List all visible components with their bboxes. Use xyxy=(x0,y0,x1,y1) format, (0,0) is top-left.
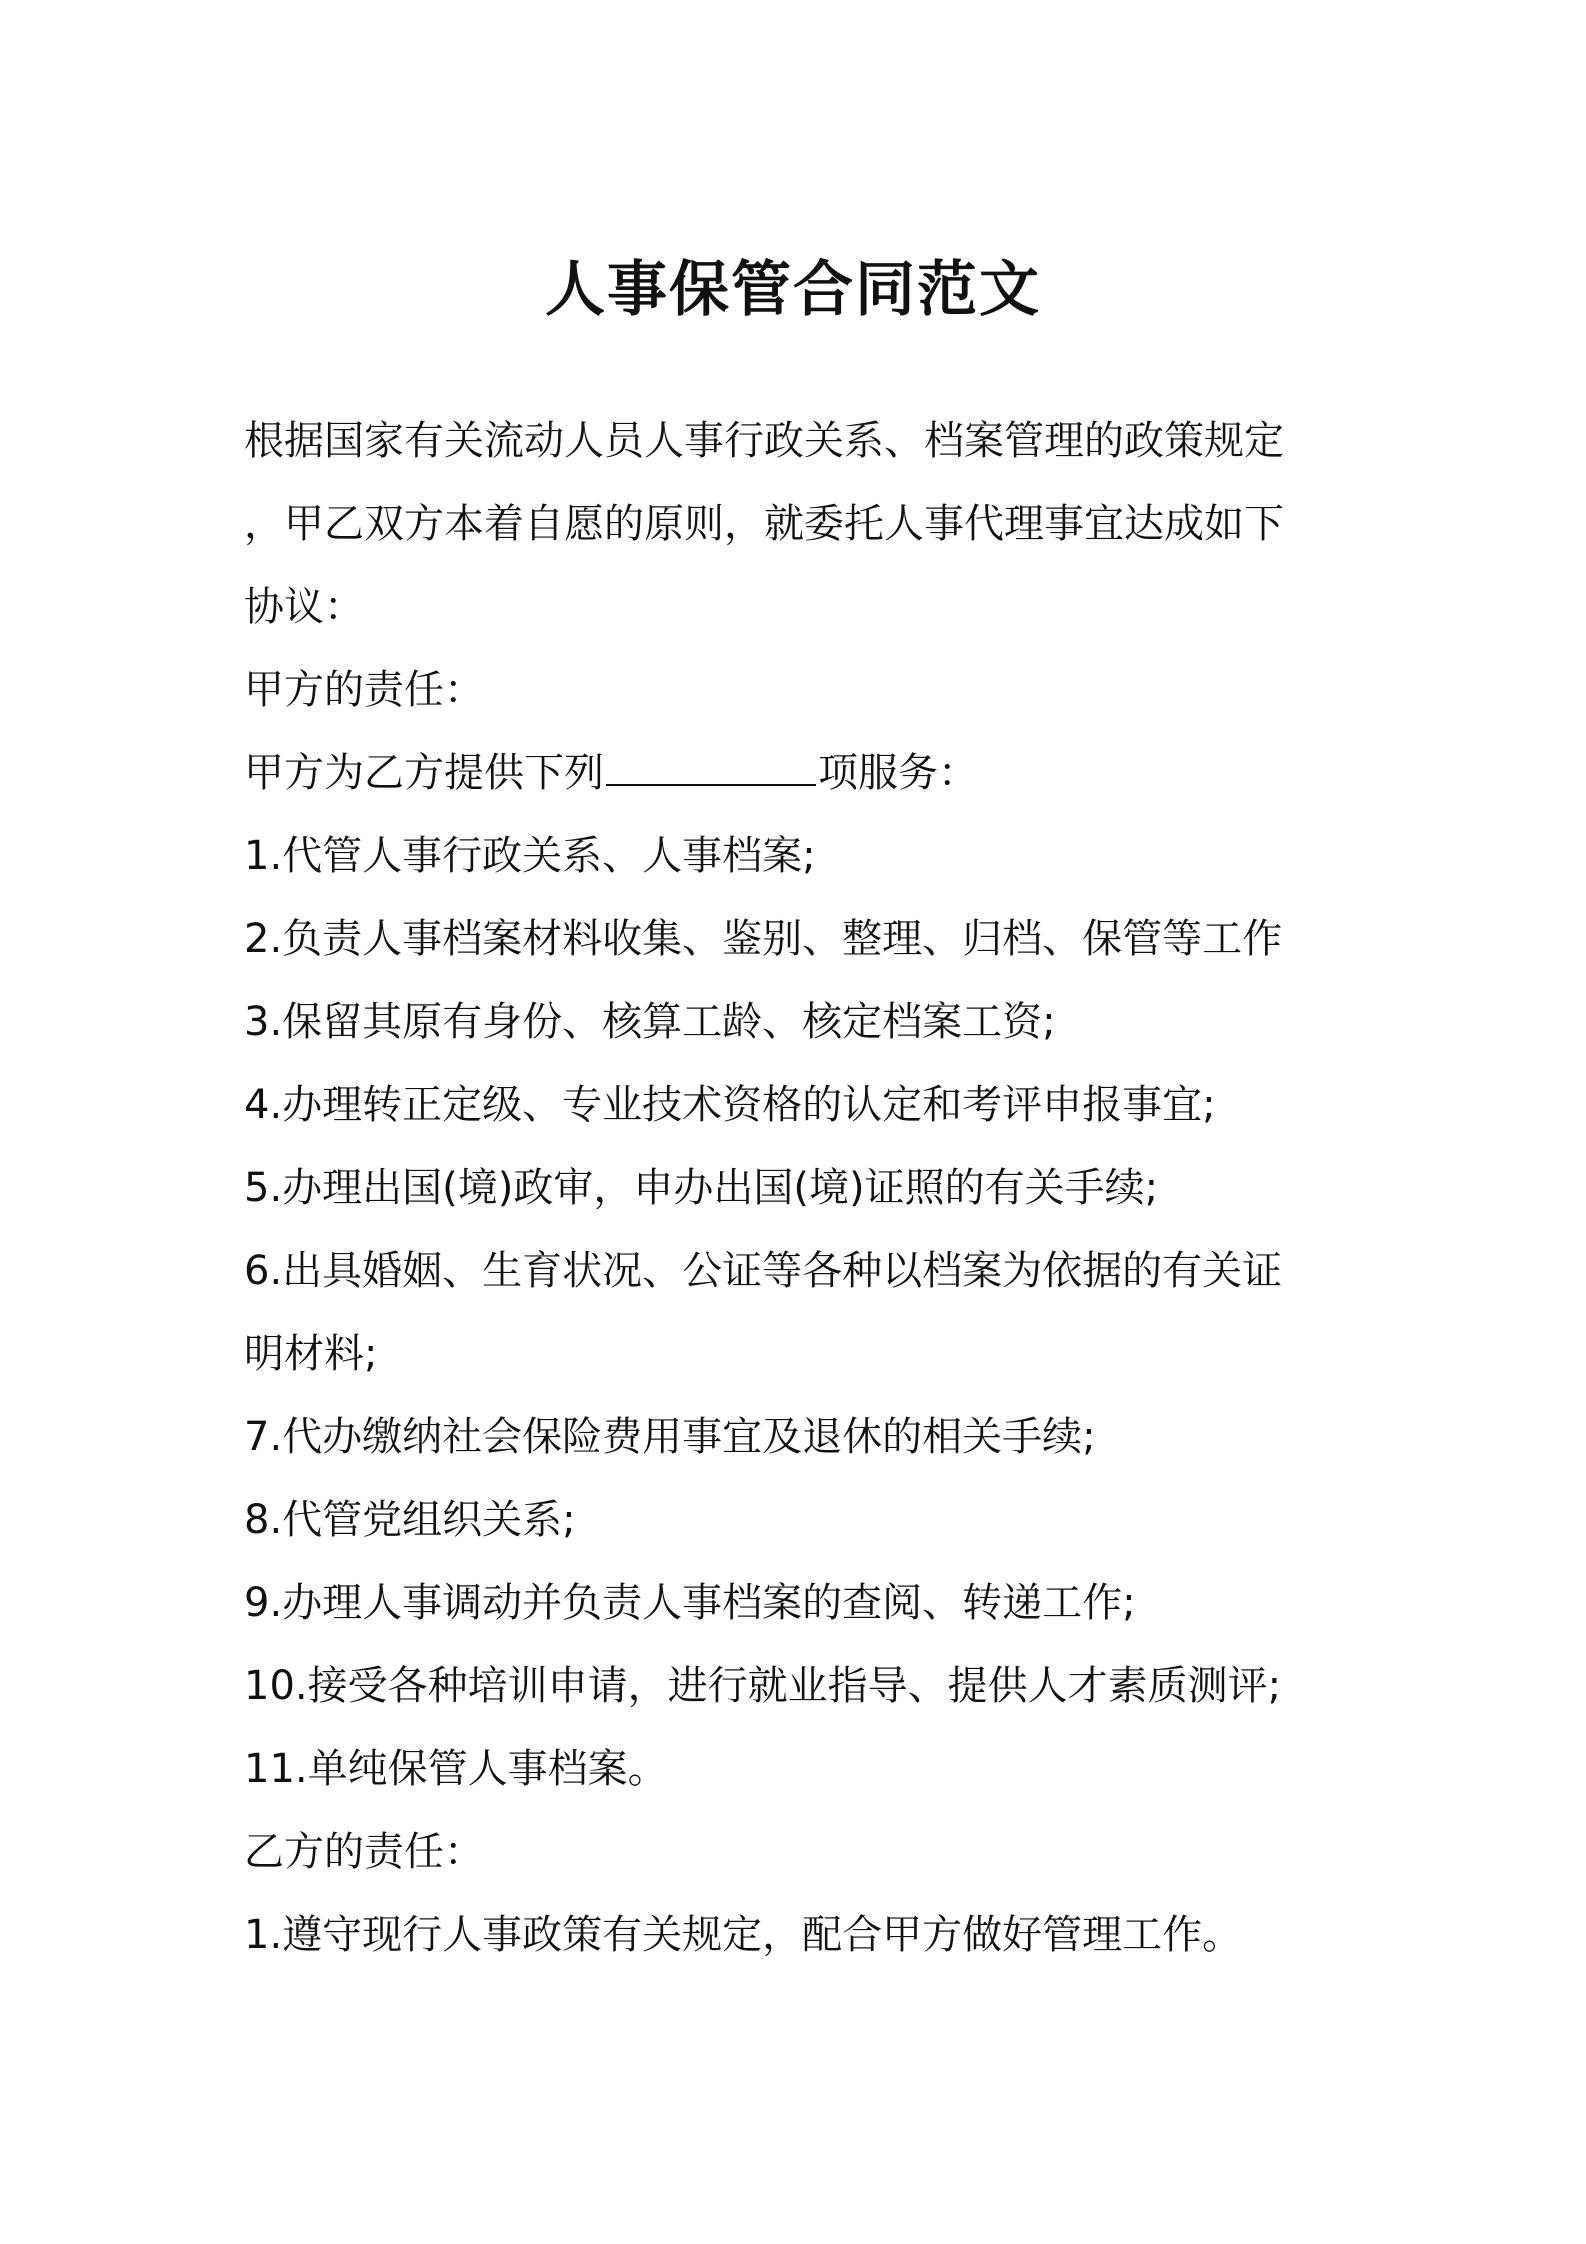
services-suffix: 项服务： xyxy=(818,750,978,796)
list-item: 1.代管人事行政关系、人事档案; xyxy=(244,833,816,879)
intro-line: 根据国家有关流动人员人事行政关系、档案管理的政策规定 xyxy=(244,418,1284,464)
services-line xyxy=(244,732,1364,815)
document-title: 人事保管合同范文 xyxy=(545,255,1041,325)
party-b-heading: 乙方的责任： xyxy=(244,1829,484,1875)
party-a-heading: 甲方的责任： xyxy=(244,667,484,713)
list-item: 2.负责人事档案材料收集、鉴别、整理、归档、保管等工作 xyxy=(244,916,1283,962)
list-item: 4.办理转正定级、专业技术资格的认定和考评申报事宜; xyxy=(244,1082,1216,1128)
list-item: 1.遵守现行人事政策有关规定，配合甲方做好管理工作。 xyxy=(244,1912,1243,1958)
list-item: 6.出具婚姻、生育状况、公证等各种以档案为依据的有关证 xyxy=(244,1248,1283,1294)
list-item: 5.办理出国(境)政审，申办出国(境)证照的有关手续; xyxy=(244,1165,1159,1211)
services-prefix: 甲方为乙方提供下列 xyxy=(244,750,604,796)
list-item: 11.单纯保管人事档案。 xyxy=(244,1746,668,1792)
list-item: 明材料; xyxy=(244,1331,378,1377)
list-item: 7.代办缴纳社会保险费用事宜及退休的相关手续; xyxy=(244,1414,1096,1460)
fill-in-blank[interactable] xyxy=(606,740,816,786)
list-item: 8.代管党组织关系; xyxy=(244,1497,576,1543)
list-item: 10.接受各种培训申请，进行就业指导、提供人才素质测评; xyxy=(244,1663,1282,1709)
document-body xyxy=(244,400,1364,1977)
intro-line: ，甲乙双方本着自愿的原则，就委托人事代理事宜达成如下 xyxy=(244,501,1284,547)
intro-line: 协议： xyxy=(244,584,364,630)
list-item: 9.办理人事调动并负责人事档案的查阅、转递工作; xyxy=(244,1580,1136,1626)
list-item: 3.保留其原有身份、核算工龄、核定档案工资; xyxy=(244,999,1056,1045)
